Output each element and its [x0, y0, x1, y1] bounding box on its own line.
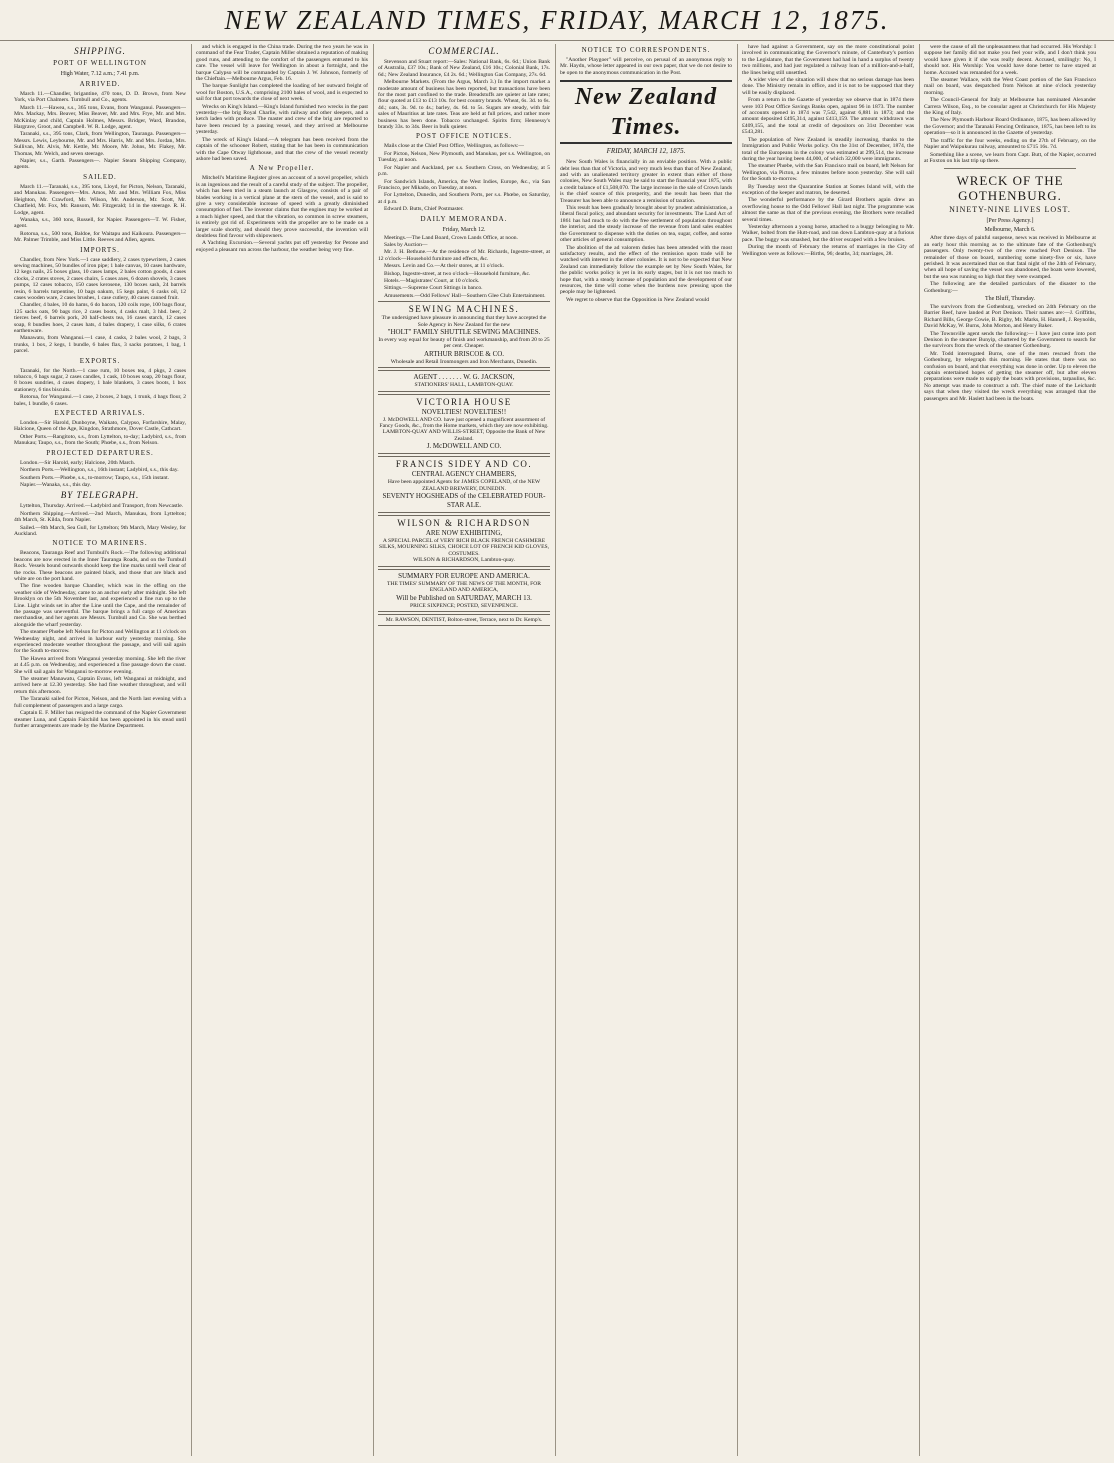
ad-body: The undersigned have pleasure in announcing that they have accepted the Sole Agency in New Zealand for the new	[381, 315, 547, 328]
imports-heading: IMPORTS.	[80, 245, 120, 254]
leader-paragraph: This result has been gradually brought about by prudent administration, a liberal fiscal policy, and abundant security for investments. The Land Act of 1861 has had much to do with the free settlement of population throughout the interior, and the steady increase of the revenue from land sales enables the Government to dispense with the duties on tea, sugar, coffee, and some other articles of general consumption.	[560, 205, 732, 244]
memo-entry: Sales by Auction—	[384, 241, 428, 248]
news-paragraph: have had against a Government, say on the more constitutional point involved in communicating the Governor's minute, of Canterbury's portion to the Legislature, that the Government had had in hand a surplus of twenty two millions, and had just regulated a railway loan of a million-and-a-half, the lines being still unsettled.	[742, 44, 914, 76]
mariners-paragraph: The steamer Phœbe left Nelson for Picton and Wellington at 11 o'clock on Wednesday night, and arrived in harbour early yesterday morning. She experienced moderate weather throughout the passage, and will sail again for the South to-morrow.	[14, 629, 186, 655]
leader-paragraph: New South Wales is financially in an enviable position. With a public debt less than that of Victoria, and very much less than that of New Zealand, and with an unalienated territory greater in extent than either of those colonies, New South Wales may be said to start the financial year 1875, with a credit balance of £1,508,070. The large increase in the sale of Crown lands is the chief source of this prosperity, and the result has been that the Treasurer has been able to announce a remission of taxation.	[560, 159, 732, 204]
columns	[14, 44, 1104, 1456]
telegraph-heading: BY TELEGRAPH.	[60, 490, 140, 501]
leader-paragraph: We regret to observe that the Opposition in New Zealand would	[566, 296, 710, 303]
news-paragraph: Something like a scene, we learn from Capt. Butt, of the Napier, occurred at Foxton on his last trip up there.	[924, 151, 1096, 164]
ad-body: Have been appointed Agents for JAMES COPELAND, of the NEW ZEALAND BREWERY, DUNEDIN.	[387, 479, 541, 492]
wreck-dateline: The Bluff, Thursday.	[984, 295, 1036, 302]
expected-heading: EXPECTED ARRIVALS.	[54, 409, 146, 418]
press-agency-credit: [Per Press Agency.]	[986, 218, 1034, 225]
mariners-paragraph: The fine wooden barque Chandler, which was in the offing on the weather side of Wednesday, came to an anchor early after midnight. She left Brooklyn on the 5th November last, and experienced a fine run up to the Line. Light winds set in after the Line until the Cape, and the remainder of the passage was uneventful. The barque brings a full cargo of American merchandise, and her agents are Messrs. Turnbull and Co. She was berthed alongside the wharf yesterday.	[14, 583, 186, 628]
mariners-paragraph: The Hawea arrived from Wanganui yesterday morning. She left the river at 4.45 p.m. on Wednesday, and experienced a fine passage down the coast. She will sail again for Wanganui to-morrow evening.	[14, 655, 186, 675]
news-paragraph: The Council-General for Italy at Melbourne has nominated Alexander Carrera Wilson, Esq., to be consular agent at Christchurch for His Majesty the King of Italy.	[924, 97, 1096, 117]
wilson-richardson-ad	[378, 515, 550, 567]
memoranda-date: Friday, March 12.	[442, 226, 486, 233]
memoranda-heading: DAILY MEMORANDA.	[420, 214, 508, 223]
departure-entry: Northern Ports.—Wellington, s.s., 16th instant; Ladybird, s.s., this day.	[20, 467, 179, 474]
wreck-paragraph: Mr. Todd interrogated Burns, one of the men rescued from the Gothenburg, by telegraph this morning. He states that there was no confusion on board, and that everything was done in order. Up to eleven the captain entertained hopes of getting the steamer off, but after eleven preparations were made to supply the boats with provisions, tarpaulins, &c. No attempt was made to construct a raft. The chief mate of the Leichardt says that when they visited the wreck everything was arranged that the passengers and Mr. Haslett had been in the boats.	[924, 350, 1096, 402]
post-entry: For Napier and Auckland, per s.s. Southern Cross, on Wednesday, at 5 p.m.	[378, 164, 550, 178]
column-commercial	[378, 44, 550, 1456]
agent-name: AGENT . . . . . . . W. G. JACKSON,	[413, 373, 515, 382]
news-paragraph: The population of New Zealand is steadily increasing, thanks to the Immigration and Public Works policy. On the 31st of December, 1874, the total of the Europeans in the colony was estimated at 299,514, the increase during the year having been 44,000, of which 32,000 were immigrants.	[742, 136, 914, 162]
departure-entry: Southern Ports.—Phœbe, s.s., to-morrow; Taupo, s.s., 15th instant.	[20, 474, 170, 481]
column-shipping-continued	[196, 44, 368, 1456]
arrival-entry: March 11.—Hawea, s.s., 365 tons, Evans, from Wanganui. Passengers—Mrs. Mackay, Mrs. Beaver, Miss Beaver, Mr. and Mrs. Frye, Mr. and Mrs. McKinlay and child, Captain Holmes, Messrs. Bridger, Ward, Brandon, Hargrave, Groot, and Campbell. W. R. Lodge, agent.	[14, 104, 186, 131]
memo-entry: Mr. J. H. Bethune.—At the residence of Mr. Richards, Ingestre-street, at 12 o'clock—Household furniture and effects, &c.	[378, 249, 550, 262]
post-entry: For Picton, Nelson, New Plymouth, and Manukau, per s.s. Wellington, on Tuesday, at noon.	[378, 150, 550, 164]
column-gothenburg	[924, 44, 1096, 1456]
ad-price: PRICE SIXPENCE; POSTED, SEVENPENCE.	[409, 602, 518, 609]
wreck-headline: WRECK OF THE GOTHENBURG.	[956, 173, 1064, 204]
issue-date: FRIDAY, MARCH 12, 1875.	[606, 147, 686, 156]
news-paragraph: The New Plymouth Harbour Board Ordinance, 1875, has been allowed by the Governor; and the Taranaki Fencing Ordinance, 1875, has been left to its operation—so it is announced in the Gazette of yesterday.	[924, 117, 1096, 137]
ad-subtitle: THE TIMES' SUMMARY OF THE NEWS OF THE MONTH, FOR ENGLAND AND AMERICA,	[386, 580, 542, 594]
wreck-paragraph: The following are the detailed particulars of the disaster to the Gothenburg:—	[924, 281, 1096, 294]
ad-title: WILSON & RICHARDSON	[397, 518, 531, 529]
article-paragraph: A Yachting Excursion.—Several yachts put off yesterday for Petone and enjoyed a pleasant run across the harbour, the weather being very fine.	[196, 240, 368, 253]
memo-entry: Bishop, Ingestre-street, at two o'clock—Household furniture, &c.	[384, 270, 531, 277]
post-entry: Mails close at the Chief Post Office, Wellington, as follows:—	[384, 143, 524, 150]
column-shipping	[14, 44, 186, 1456]
article-paragraph: The wreck of King's Island.—A telegram has been received from the captain of the schooner Robert, stating that he has been in communication with the Cape Otway lighthouse, and that the crew of the vessel recently ashore had been saved.	[196, 136, 368, 162]
memo-entry: Messrs. Levin and Co.—At their stores, at 11 o'clock.	[384, 263, 505, 270]
arrival-entry: March 11.—Chandler, brigantine, 470 tons, D. D. Brown, from New York, via Port Chalmers. Turnbull and Co., agents.	[14, 91, 186, 104]
arrival-entry: Taranaki, s.s., 395 tons, Clark, from Wellington, Tauranga. Passengers—Messrs. Lewis, Leybourne, Mr. and Mrs. Harris, Mr. and Mrs. Jordan, Mrs. Sullivan, Mr. Alvis, Mr. Kettle, Mr. Moore, Mr. Johns, Mr. Flakey, Mr. Thomas, Mr. Welch, and seven steerage.	[14, 131, 186, 157]
post-entry: For Lyttelton, Dunedin, and Southern Ports, per s.s. Phœbe, on Saturday, at 4 p.m.	[378, 192, 550, 205]
memo-entry: Amusements.—Odd Fellows' Hall—Southern Glee Club Entertainment.	[384, 292, 546, 299]
column-divider	[737, 44, 738, 1456]
column-divider	[191, 44, 192, 1456]
sailing-entry: Rotorua, s.s., 500 tons, Baldoe, for Waitapu and Kaikoura. Passengers—Mr. Palmer Trimble, and Miss Little. Reeves and Allen, agents.	[14, 230, 186, 244]
article-paragraph: and which is engaged in the China trade. During the two years he was in command of the Fear Trader, Captain Miller obtained a reputation of making good runs, and attending to the comfort of the passengers entrusted to his care. The vessel will leave for Wellington in about a fortnight, and the barque Calypso will be commanded by Captain J. W. Johnson, formerly of the Chieftain.—Melbourne Argus, Feb. 16.	[196, 44, 368, 83]
departure-entry: Napier.—Wanaka, s.s., this day.	[20, 481, 92, 488]
ad-firm-sub: Wholesale and Retail Ironmongers and Iron Merchants, Dunedin.	[390, 358, 538, 365]
wreck-dateline: Melbourne, March 6.	[984, 227, 1036, 234]
ad-date: Will be Published on SATURDAY, MARCH 13.	[396, 593, 532, 602]
summary-ad	[378, 569, 550, 612]
ad-firm: J. McDOWELL AND CO.	[426, 442, 502, 451]
expected-entry: Other Ports.—Rangitoto, s.s., from Lyttelton, to-day; Ladybird, s.s., from Manukau; Taupo, s.s., from the South; Phœbe, s.s., from Nelson.	[14, 433, 186, 447]
departure-entry: London.—Sir Harold, early; Halcione, 20th March.	[20, 459, 136, 466]
post-office-heading: POST OFFICE NOTICES.	[416, 132, 512, 141]
news-paragraph: A wider view of the situation will show that no serious damage has been done. The Ministry remain in office, and it is not to be supposed that they will be easily displaced.	[742, 77, 914, 96]
column-local-news	[742, 44, 914, 1456]
ad-subtitle: ARE NOW EXHIBITING,	[425, 529, 503, 538]
memo-entry: Hotels.—Magistrates' Court, at 10 o'clock.	[384, 277, 480, 284]
news-paragraph: During the month of February the returns of marriages in the City of Wellington were as follows:—Births, 96; deaths, 34; marriages, 28.	[742, 244, 914, 257]
ad-title: SEWING MACHINES.	[408, 304, 520, 315]
wreck-paragraph: The Townsville agent sends the following:— I have just come into port Denison in the steamer Bunyip, chartered by the Government to search for the survivors from the wreck of the steamer Gothenburg.	[924, 330, 1096, 350]
ad-note: In every way equal for beauty of finish and workmanship, and from 20 to 25 per cent. Cheaper.	[378, 337, 550, 350]
ad-title: SUMMARY FOR EUROPE AND AMERICA.	[398, 571, 530, 580]
export-entry: Taranaki, for the North.—1 case rum, 10 boxes tea, 4 pkgs, 2 cases tobacco, 6 bags sugar, 2 cases candles, 1 cask, 10 boxes soap, 20 bags flour, 8 boxes sundries, 4 cases drapery, 1 bale blankets, 3 cases boots, 1 box stationery, 6 tins biscuits.	[14, 367, 186, 393]
page-masthead: NEW ZEALAND TIMES, FRIDAY, MARCH 12, 1875.	[0, 0, 1114, 41]
correspondents-notice: "Another Playgoer" will perceive, on perusal of an anonymous reply to Mr. Haydn, whose letter appeared in our own paper, that we do not desire to be open to the anonymous communication in the Post.	[560, 57, 732, 76]
mariners-paragraph: Beacons, Tauranga Reef and Turnbull's Rock.—The following additional beacons are now erected in the Inner Tauranga Roads, and on the Turnbull Rock. Vessels bound outwards should keep the line marks until well clear of the rocks. These beacons are painted black, and those that are black and white are on the port hand.	[14, 550, 186, 582]
sewing-machines-ad	[378, 301, 550, 368]
news-paragraph: The wonderful performance by the Girard Brothers again drew an overflowing house to the Odd Fellows' Hall last night. The programme was almost the same as that of the previous evening, the Brothers were recalled several times.	[742, 197, 914, 223]
column-divider	[919, 44, 920, 1456]
news-paragraph: By Tuesday next the Quarantine Station at Somes Island will, with the exception of the keeper and matron, be deserted.	[742, 183, 914, 196]
newspaper-title: New Zealand Times.	[560, 80, 732, 144]
news-paragraph: were the cause of all the unpleasantness that had occurred. His Worship: I suppose her family did not make you feel your wife, and I don't think you would have given it if she was really decent. Accused, smilingly: No, I should not. His Worship: You would have done better to have stayed at home. Accused was remanded for a week.	[924, 44, 1096, 76]
section-divider	[944, 168, 1076, 169]
wreck-paragraph: After three days of painful suspense, news was received in Melbourne at an early hour this morning as to the ultimate fate of the Gothenburg's passengers. Only twenty-two of the crew reached Port Denison. The remainder of those on board, numbering some ninety-five or six, have perished. It was ascertained that on that fatal night of the 24th of February, when all hope of saving the vessel was abandoned, the boats were lowered, but the sea was running so high that they were swamped.	[924, 235, 1096, 280]
agent-ad	[378, 370, 550, 391]
ad-title: FRANCIS SIDEY AND CO.	[395, 459, 533, 470]
ad-body: J. McDOWELL AND CO. have just opened a magnificent assortment of Fancy Goods, &c., from the Home markets, which they are now exhibiting.	[379, 416, 549, 430]
commercial-paragraph: Melbourne Markets. (From the Argus, March 3.) In the import market a moderate amount of business has been reported, but transactions have been for the most part confined to the trade. Breadstuffs are quieter at late rates; flour quoted at £13 to £13 10s. for best country brands. Wheat, 6s. 3d. to 6s. 4d.; oats, 3s. 9d. to 4s.; barley, 4s. 6d. to 5s. Sugars are steady, with fair sales of Mauritius at late rates. Teas are held at full prices, and rather more business has been done. Tobacco unchanged. Spirits firm; Hennessy's brandy 33s. to 34s. Beer in bulk quieter.	[378, 79, 550, 131]
wreck-subheadline: NINETY-NINE LIVES LOST.	[949, 205, 1071, 215]
arrived-heading: ARRIVED.	[79, 80, 121, 88]
wreck-paragraph: The survivors from the Gothenburg, wrecked on 24th February on the Barrier Reef, have landed at Port Denison. Their names are:—J. Griffiths, Richard Bills, George Cowie, B. Rigby, Mr. Marks, H. Hannell, J. Reynolds, David McKay, W. Burns, John Morton, and Henry Baker.	[924, 303, 1096, 330]
sailing-entry: Wanaka, s.s., 360 tons, Russell, for Napier. Passengers—T. W. Fisher, agent.	[14, 216, 186, 230]
news-paragraph: The steamer Phœbe, with the San Francisco mail on board, left Nelson for Wellington, via Picton, a few minutes before noon yesterday. She will sail for the South to-morrow.	[742, 163, 914, 183]
departures-heading: PROJECTED DEPARTURES.	[46, 448, 154, 457]
ad-firm: WILSON & RICHARDSON, Lambton-quay.	[412, 557, 516, 564]
ad-title: VICTORIA HOUSE	[416, 396, 512, 407]
victoria-house-ad	[378, 394, 550, 455]
column-leader	[560, 44, 732, 1456]
sailing-entry: March 11.—Taranaki, s.s., 395 tons, Lloyd, for Picton, Nelson, Taranaki, and Manukau. Passengers—Mrs. Amos, Mr. and Mrs. William Fox, Miss Heighton, Mr. Crawford, Mr. Wilson, Mr. Anderson, Mr. Scott, Mr. Chatfield, Mr. Fox, Mr. Ransom, Mr. Fitzgerald; 14 in the steerage. R. H. Lodge, agent.	[14, 183, 186, 216]
propeller-heading: A New Propeller.	[249, 164, 315, 173]
mariners-heading: NOTICE TO MARINERS.	[52, 539, 148, 548]
leader-paragraph: The abolition of the ad valorem duties has been attended with the most satisfactory results, and the effect of the remission upon trade will be watched with interest in the other colonies. It is not to be expected that New Zealand can immediately follow the example set by New South Wales, for the public works policy is yet in its early stages, but it is not too much to hope that, with a steady increase of population and the development of our resources, the time will come when the burdens now pressing upon the people may be lightened.	[560, 244, 732, 296]
column-divider	[555, 44, 556, 1456]
news-paragraph: Yesterday afternoon a young horse, attached to a buggy belonging to Mr. Walker, bolted from the Hutt-road, and ran down Lambton-quay at a furious pace. The buggy was smashed, but the driver escaped with a few bruises.	[742, 223, 914, 243]
import-entry: Chandler, from New York.—1 case saddlery, 2 cases typewriters, 2 cases sewing machines, 50 bundles of iron pipe; 1 bale canvas, 10 cases hardware, 12 kegs nails, 25 boxes glass, 10 cases lamps, 2 bales cotton goods, 4 cases clocks, 2 crates stoves, 2 cases chairs, 5 cases axes, 6 dozen shovels, 3 cases pumps, 12 cases tobacco, 150 cases kerosene, 130 boxes sash, 24 barrels resin, 6 barrels turpentine, 10 bags oakum, 15 kegs paint, 6 casks oil, 12 cases wooden ware, 2 cases brushes, 1 case cutlery, 40 cases canned fruit.	[14, 256, 186, 301]
ad-body: Mr. RAWSON, DENTIST, Bolton-street, Terrace, next to Dr. Kemp's.	[385, 616, 543, 623]
telegraph-entry: Sailed.—8th March, Sea Gull, for Lyttelton; 9th March, Mary Wesley, for Auckland.	[14, 524, 186, 537]
import-entry: Manawatu, from Wanganui.—1 case, 4 casks, 2 bales wool, 2 bags, 3 trunks, 1 box, 2 kegs, 1 bundle, 6 bales flax, 3 sacks potatoes, 1 bag, 1 parcel.	[14, 335, 186, 355]
import-entry: Chandler, 4 bales, 10 do hams, 6 do bacon, 120 coils rope, 100 bags flour, 125 sacks oats, 90 bags rice, 2 cases boots, 4 casks malt, 3 hhd. beer, 2 tierces beef, 6 barrels pork, 20 half-chests tea, 16 cases starch, 12 cases soap, 8 bundles hoes, 2 cases hats, 4 bales drapery, 1 case silks, 6 crates earthenware.	[14, 302, 186, 334]
news-paragraph: The traffic for the four weeks, ending on the 27th of February, on the Napier and Waipukurau railway, amounted to £715 16s. 7d.	[924, 137, 1096, 151]
memo-entry: Sittings.—Supreme Court Sittings in banco.	[384, 285, 483, 292]
article-paragraph: Wrecks on King's Island.—King's Island furnished two wrecks in the past yesterday—the brig Royal Charlie, with railway and other sleepers, and a ketch laden with produce. The master and crew of the brig are reported to have been rescued by a passing vessel, and they arrived at Melbourne yesterday.	[196, 103, 368, 136]
memo-entry: Meetings.—The Land Board, Crown Lands Office, at noon.	[384, 234, 518, 241]
ad-subtitle: NOVELTIES! NOVELTIES!!	[421, 407, 507, 416]
port-heading: PORT OF WELLINGTON	[53, 59, 147, 67]
ad-address: LAMBTON-QUAY AND WILLIS-STREET, Opposite the Bank of New Zealand.	[382, 429, 546, 442]
tide-times: High Water, 7.12 a.m.; 7.41 p.m.	[60, 71, 140, 77]
ad-body: A SPECIAL PARCEL of VERY RICH BLACK FRENCH CASHMERE SILKS, MOURNING SILKS, CHOICE LOT OF FRENCH KID GLOVES, COSTUMES.	[378, 538, 550, 557]
shipping-heading: SHIPPING.	[74, 46, 126, 56]
news-paragraph: The steamer Wallace, with the West Coast portion of the San Francisco mail on board, was despatched from Nelson at nine o'clock yesterday morning.	[924, 77, 1096, 96]
exports-heading: EXPORTS.	[79, 356, 121, 365]
article-paragraph: The barque Sunlight has completed the loading of her outward freight of wool for Boston, U.S.A., comprising 2100 bales of wool, and is expected to sail for that port towards the close of next week.	[196, 83, 368, 103]
post-signature: Edward D. Butts, Chief Postmaster.	[384, 206, 464, 213]
arrival-entry: Napier, s.s., Garth. Passengers—. Napier Steam Shipping Company, agents.	[14, 158, 186, 171]
expected-entry: London.—Sir Harold, Dunboyne, Waikato, Calypso, Forfarshire, Malay, Halcione, Queen of the Age, Kingdon, Strathmore, Dover Castle, Cathcart.	[14, 420, 186, 433]
column-divider	[373, 44, 374, 1456]
commercial-heading: COMMERCIAL.	[428, 46, 500, 56]
mariners-paragraph: Captain E. F. Miller has resigned the command of the Napier Government steamer Luna, and Captain Fairchild has been appointed in his stead until further arrangements are made by the Marine Department.	[14, 710, 186, 729]
ad-firm: ARTHUR BRISCOE & CO.	[423, 349, 505, 358]
article-paragraph: Mitchell's Maritime Register gives an account of a novel propeller, which is an ingenious and the result of a careful study of the subject. The propeller, which has been tried in a steam launch at Glasgow, consists of a pair of blades working in a vertical plane at the stern of the vessel, and is said to give a very considerable increase of speed with a greatly diminished consumption of fuel. The inventor claims that the engines may be worked at a much higher speed, and that the vibration, so common in screw steamers, is entirely got rid of. Experiments with the propeller are to be made on a larger scale shortly, and should they prove successful, the invention will doubtless find favour with shipowners.	[196, 175, 368, 239]
ad-lots: SEVENTY HOGSHEADS of the CELEBRATED FOUR-STAR ALE.	[382, 492, 546, 510]
news-paragraph: From a return in the Gazette of yesterday we observe that in 1874 there were 103 Post Office Savings Banks open, against 96 in 1873. The number of accounts opened in 1874 was 7,542, against 6,881 in 1873; and the amount deposited £495,314, against £413,159. The amount withdrawn was £409,155, and the total at credit of depositors on 31st December was £543,281.	[742, 97, 914, 136]
commercial-paragraph: Stevenson and Stuart report:—Sales: National Bank, 6s. 6d.; Union Bank of Australia, £37 10s.; Bank of New Zealand, £16 10s.; Colonial Bank, 17s. 6d.; New Zealand Insurance, £4 2s. 6d.; Wellington Gas Company, 27s. 6d.	[378, 59, 550, 78]
telegraph-entry: Northern Shipping.—Arrived.—2nd March, Manukau, from Lyttelton; 4th March, St. Kilda, from Napier.	[14, 510, 186, 524]
agent-address: STATIONERS' HALL, LAMBTON-QUAY.	[414, 382, 514, 389]
dentist-ad	[378, 614, 550, 626]
sailed-heading: SAILED.	[83, 172, 117, 181]
correspondents-heading: NOTICE TO CORRESPONDENTS.	[581, 46, 711, 54]
mariners-paragraph: The Taranaki sailed for Picton, Nelson, and the North last evening with a full complement of passengers and a large cargo.	[14, 696, 186, 709]
ad-subtitle: CENTRAL AGENCY CHAMBERS,	[411, 470, 517, 479]
telegraph-entry: Lyttelton, Thursday. Arrived.—Ladybird and Transport, from Newcastle.	[20, 503, 184, 510]
mariners-paragraph: The steamer Manawatu, Captain Evans, left Wanganui at midnight, and arrived here at 12.30 yesterday. She had fine weather throughout, and will return this afternoon.	[14, 676, 186, 695]
export-entry: Rotorua, for Wanganui.—1 case, 2 boxes, 2 bags, 1 trunk, 4 bags flour, 2 bales, 1 bundle, 6 cases.	[14, 394, 186, 407]
ad-product: "HOLT" FAMILY SHUTTLE SEWING MACHINES.	[387, 328, 541, 336]
francis-sidey-ad	[378, 456, 550, 513]
post-entry: For Sandwich Islands, America, the West Indies, Europe, &c., via San Francisco, per Mikado, on Tuesday, at noon.	[378, 178, 550, 191]
